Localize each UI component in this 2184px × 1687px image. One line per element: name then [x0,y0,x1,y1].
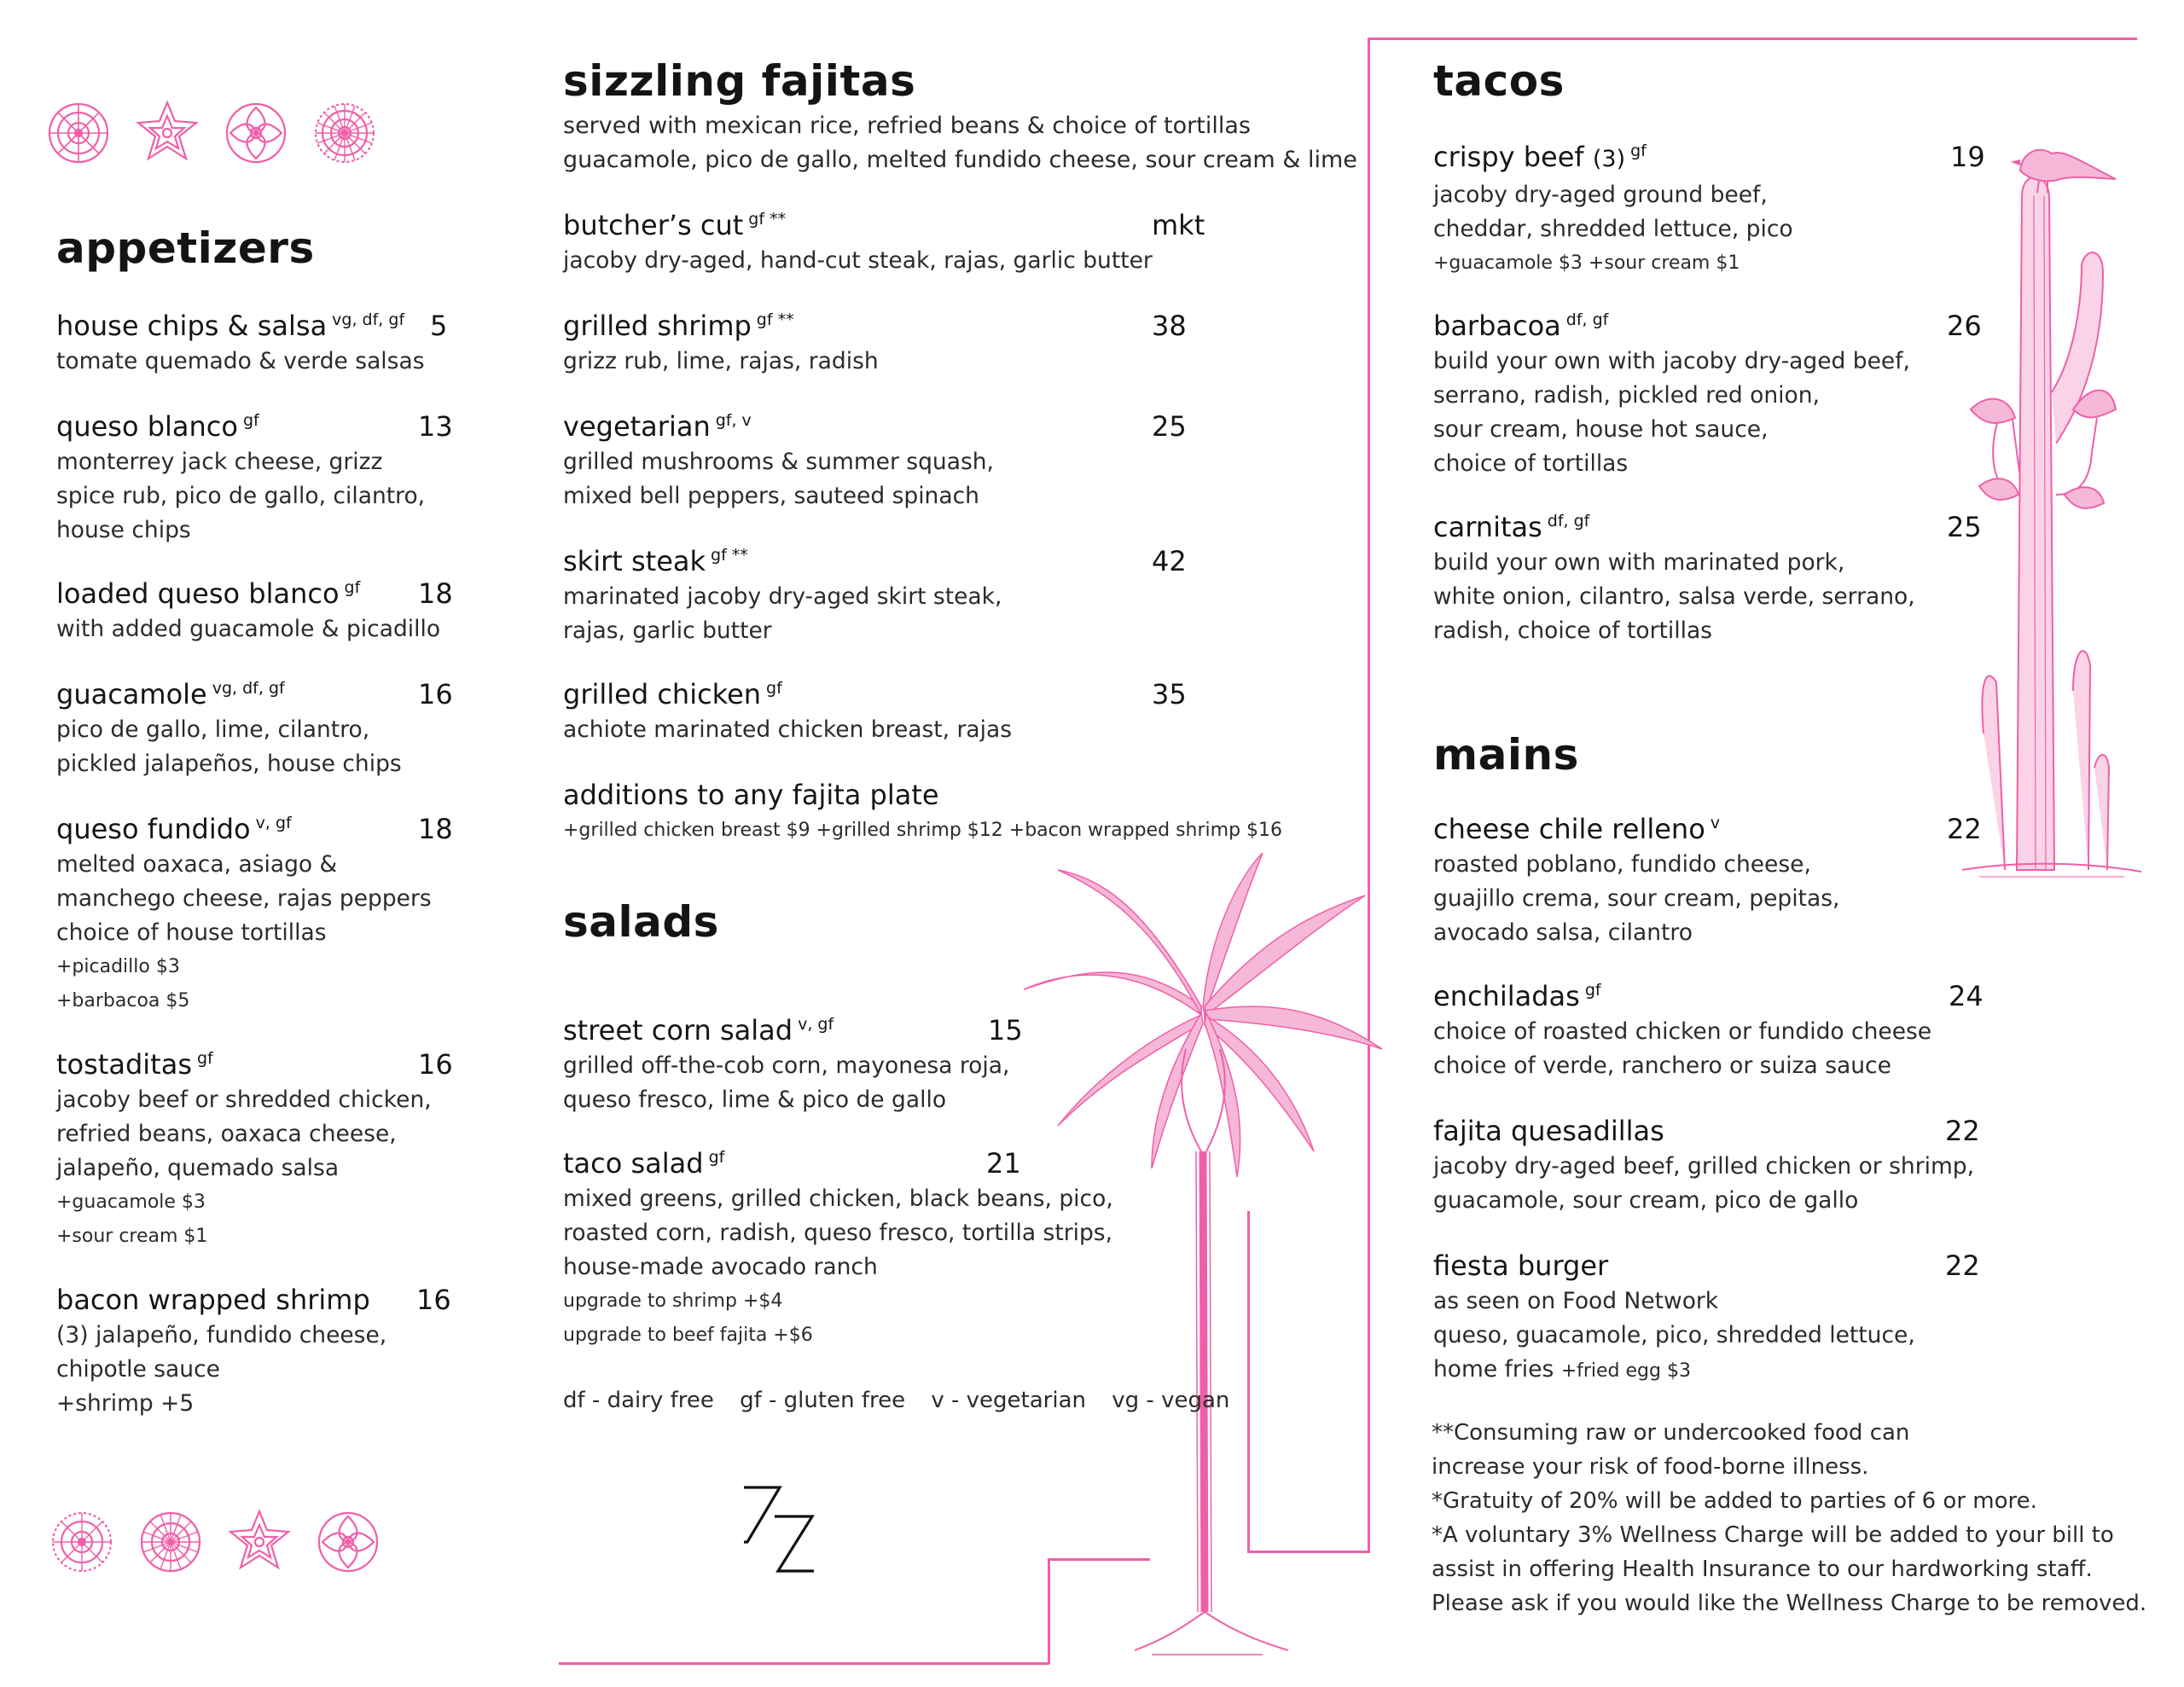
item-desc: mixed greens, grilled chicken, black beans, pico, [563,1186,1113,1212]
item-desc: home fries [1433,1356,1554,1383]
item-price: 25 [1152,410,1187,443]
item-name: vegetarian [563,410,711,443]
menu-item-house-chips [56,307,425,379]
mandala-row-bottom [49,1508,391,1576]
item-tags: v, gf [798,1015,834,1035]
item-desc: cheddar, shredded lettuce, pico [1433,216,1793,242]
item-tags: v [1710,814,1721,833]
menu-item-taco-salad [563,1145,1113,1353]
item-desc: avocado salsa, cilantro [1433,919,1693,946]
note-line: *Gratuity of 20% will be added to parties of 6 or more. [1432,1488,2037,1514]
item-price: 15 [988,1014,1023,1046]
item-price: 16 [418,678,453,710]
item-desc: monterrey jack cheese, grizz [56,449,383,475]
item-tags: vg, df, gf [332,310,405,330]
item-desc: +shrimp +5 [56,1390,195,1417]
item-desc: chipotle sauce [56,1356,220,1383]
legend-v: v - vegetarian [931,1388,1086,1413]
footer-notes [1432,1416,2146,1620]
item-price: 25 [1947,511,1982,543]
item-price: 16 [418,1048,453,1081]
item-name: carnitas [1433,511,1542,543]
item-price: 38 [1152,310,1187,342]
menu-item-carnitas [1433,508,1915,648]
mandala-row-top [46,99,387,167]
item-desc: melted oaxaca, asiago & [56,851,338,878]
item-desc: serrano, radish, pickled red onion, [1433,382,1820,409]
item-desc: spice rub, pico de gallo, cilantro, [56,483,426,509]
item-desc: with added guacamole & picadillo [56,616,441,642]
item-desc: refried beans, oaxaca cheese, [56,1121,397,1147]
item-desc: choice of verde, ranchero or suiza sauce [1433,1052,1891,1079]
item-desc: achiote marinated chicken breast, rajas [563,716,1013,743]
menu-item-vegetarian [563,408,994,513]
item-price: 35 [1152,678,1187,710]
item-addon: +sour cream $1 [56,1226,208,1247]
item-desc: as seen on Food Network [1433,1288,1719,1314]
item-desc: grilled off-the-cob corn, mayonesa roja, [563,1052,1010,1079]
fajitas-subtitle-2: guacamole, pico de gallo, melted fundido cheese, sour cream & lime [563,147,1357,173]
item-price: 16 [416,1284,451,1316]
menu-item-fajita-quesadillas [1433,1112,1974,1218]
item-desc: queso, guacamole, pico, shredded lettuce, [1433,1322,1915,1348]
item-tags: gf ** [711,546,748,565]
zz-logo [741,1482,816,1576]
menu-item-crispy-beef [1433,138,1793,281]
menu-item-bacon-wrapped-shrimp [56,1281,386,1421]
divider-bottom-left [559,1662,1049,1665]
note-line: assist in offering Health Insurance to our hardworking staff. [1432,1557,2093,1582]
item-price: 22 [1945,1249,1980,1282]
item-name: queso blanco [56,410,238,443]
menu-item-fiesta-burger [1433,1247,1915,1388]
item-desc: manchego cheese, rajas peppers [56,885,432,912]
fajitas-subtitle-1: served with mexican rice, refried beans & choice of tortillas [563,113,1251,139]
item-desc: (3) jalapeño, fundido cheese, [56,1322,387,1348]
item-price: 26 [1947,310,1982,342]
menu-item-butchers-cut [563,206,1153,278]
item-name: loaded queso blanco [56,577,340,610]
item-tags: gf, v [715,411,752,431]
item-name: bacon wrapped shrimp [56,1284,370,1316]
item-desc: jalapeño, quemado salsa [56,1155,340,1181]
item-desc: choice of tortillas [1433,450,1629,477]
additions-list: +grilled chicken breast $9 +grilled shrimp $12 +bacon wrapped shrimp $16 [563,820,1283,841]
menu-item-street-corn-salad [563,1012,1009,1117]
menu-item-guacamole [56,675,402,781]
item-desc: white onion, cilantro, salsa verde, serrano, [1433,583,1915,610]
item-tags: gf [242,411,259,431]
item-desc: house-made avocado ranch [563,1254,878,1280]
item-desc: mixed bell peppers, sauteed spinach [563,483,979,509]
item-name: barbacoa [1433,310,1561,342]
item-desc: guacamole, sour cream, pico de gallo [1433,1187,1859,1214]
item-name: butcher’s cut [563,209,744,241]
item-desc: build your own with marinated pork, [1433,549,1845,576]
menu-item-grilled-shrimp [563,307,879,379]
menu-item-tostaditas [56,1046,432,1254]
item-tags: df, gf [1547,512,1590,531]
item-desc: jacoby dry-aged, hand-cut steak, rajas, garlic butter [563,247,1153,274]
item-desc: rajas, garlic butter [563,617,772,644]
item-desc: sour cream, house hot sauce, [1433,416,1769,443]
menu-item-grilled-chicken [563,675,1012,747]
menu-item-skirt-steak [563,542,1002,648]
divider-top-right [1369,38,2137,40]
item-price: 22 [1947,813,1982,845]
item-addon: upgrade to shrimp +$4 [563,1290,783,1312]
item-desc: choice of house tortillas [56,919,327,946]
salads-title: salads [563,897,719,947]
item-desc: pickled jalapeños, house chips [56,751,402,777]
menu-item-enchiladas [1433,977,1931,1083]
item-desc: choice of roasted chicken or fundido cheese [1433,1018,1932,1045]
item-desc: build your own with jacoby dry-aged beef, [1433,348,1910,374]
item-desc: roasted corn, radish, queso fresco, tortilla strips, [563,1220,1113,1246]
legend-vg: vg - vegan [1112,1388,1230,1413]
item-tags: gf ** [748,210,787,229]
note-line: increase your risk of food-borne illness. [1432,1454,1869,1480]
item-addon: +barbacoa $5 [56,990,190,1012]
item-name: grilled shrimp [563,310,752,342]
item-addon: +fried egg $3 [1560,1360,1691,1382]
item-price: 42 [1152,545,1187,577]
item-tags: gf [196,1049,213,1069]
item-desc: jacoby beef or shredded chicken, [56,1087,432,1113]
item-price: 24 [1949,980,1984,1012]
menu-item-queso-fundido [56,810,432,1018]
item-addon: +guacamole $3 [56,1191,206,1213]
appetizers-title: appetizers [56,223,315,273]
fajita-additions [563,776,1282,848]
additions-title: additions to any fajita plate [563,779,939,811]
item-price: 19 [1950,141,1985,173]
item-desc: marinated jacoby dry-aged skirt steak, [563,583,1002,610]
item-desc: radish, choice of tortillas [1433,617,1712,644]
item-name: crispy beef [1433,141,1584,173]
item-name: house chips & salsa [56,310,328,342]
item-name: tostaditas [56,1048,192,1081]
item-tags: gf [1584,981,1601,1000]
item-tags: gf ** [756,310,794,330]
dietary-legend [563,1383,1248,1417]
item-name: fiesta burger [1433,1249,1609,1282]
item-name: fajita quesadillas [1433,1115,1664,1147]
legend-gf: gf - gluten free [740,1388,906,1413]
item-tags: vg, df, gf [212,679,285,699]
item-tags: gf [708,1148,725,1168]
item-price: 22 [1945,1115,1980,1147]
tacos-title: tacos [1433,56,1565,106]
item-price: 18 [418,577,453,610]
note-line: *A voluntary 3% Wellness Charge will be added to your bill to [1432,1522,2114,1548]
note-line: **Consuming raw or undercooked food can [1432,1420,1910,1446]
item-desc: queso fresco, lime & pico de gallo [563,1087,947,1113]
item-desc: pico de gallo, lime, cilantro, [56,716,370,743]
item-price: 18 [418,813,453,845]
item-desc: jacoby dry-aged ground beef, [1433,182,1768,208]
item-price: 5 [430,310,448,342]
item-name: cheese chile relleno [1433,813,1705,845]
item-desc: guajillo crema, sour cream, pepitas, [1433,885,1840,912]
item-desc: tomate quemado & verde salsas [56,348,425,374]
item-name: taco salad [563,1147,704,1180]
item-desc: jacoby dry-aged beef, grilled chicken or shrimp, [1433,1153,1975,1180]
item-name: grilled chicken [563,678,762,710]
item-tags: gf [766,679,782,699]
item-addon: +picadillo $3 [56,956,180,977]
item-price: 21 [986,1147,1021,1180]
item-addon: upgrade to beef fajita +$6 [563,1325,813,1346]
item-tags: gf [1630,142,1647,161]
menu-item-barbacoa [1433,307,1910,481]
fajitas-title: sizzling fajitas [563,56,916,106]
item-desc: grizz rub, lime, rajas, radish [563,348,879,374]
note-line: Please ask if you would like the Wellness Charge to be removed. [1432,1591,2147,1616]
item-tags: gf [344,578,361,598]
item-name: guacamole [56,678,207,710]
item-addon: +guacamole $3 +sour cream $1 [1433,252,1740,274]
item-name: enchiladas [1433,980,1580,1012]
menu-item-cheese-chile-relleno [1433,810,1839,950]
item-desc: house chips [56,517,191,543]
item-price: mkt [1152,209,1205,241]
item-name: skirt steak [563,545,706,577]
item-tags: v, gf [255,814,292,833]
item-desc: grilled mushrooms & summer squash, [563,449,994,475]
item-desc: roasted poblano, fundido cheese, [1433,851,1811,878]
item-price: 13 [418,410,453,443]
item-qty: (3) [1592,146,1626,172]
item-name: queso fundido [56,813,251,845]
mandala-icon [53,1511,377,1571]
legend-df: df - dairy free [563,1388,714,1413]
menu-item-loaded-queso-blanco [56,575,440,646]
menu-item-queso-blanco [56,408,425,548]
item-name: street corn salad [563,1014,793,1046]
mandala-icon [49,102,374,162]
item-tags: df, gf [1565,310,1609,330]
mains-title: mains [1433,730,1579,780]
